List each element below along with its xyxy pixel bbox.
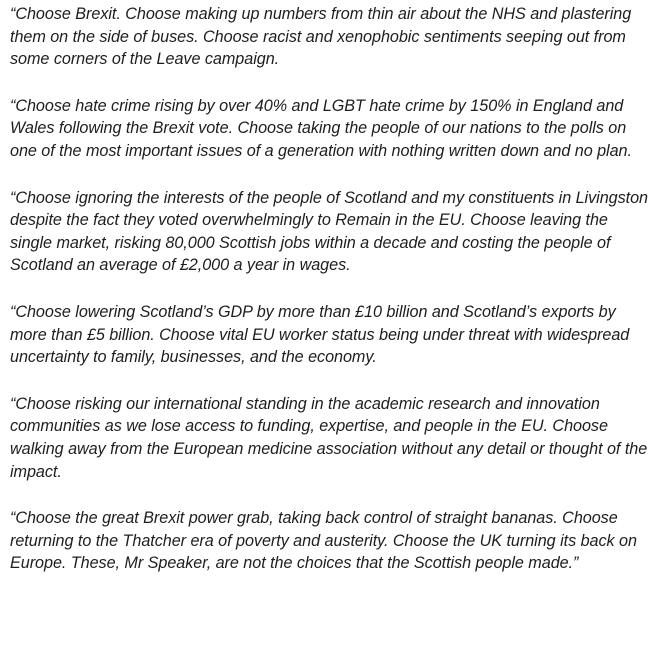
quote-paragraph-1: “Choose Brexit. Choose making up numbers from thin air about the NHS and plastering them on the side of buses. Choose racist and xenophobic sentiments seeping out from some corners of the Leave campaign. (10, 5, 632, 69)
quote-paragraph-2: “Choose hate crime rising by over 40% and LGBT hate crime by 150% in England and Wales following the Brexit vote. Choose taking the people of our nations to the polls on one of the most important issues of a generation with nothing written down and no plan. (10, 96, 632, 160)
quote-paragraph-4: “Choose lowering Scotland’s GDP by more than £10 billion and Scotland’s exports by more than £5 billion. Choose vital EU worker status being under threat with widespread uncertainty to family, businesses, and the economy. (10, 302, 630, 367)
quote-paragraph-5: “Choose risking our international standing in the academic research and innovation communities as we lose access to funding, expertise, and people in the EU. Choose walking away from the European medicine association without any detail or thought of the impact. (10, 394, 648, 481)
quote-document (10, 0, 652, 575)
quote-paragraph-6: “Choose the great Brexit power grab, taking back control of straight bananas. Choose returning to the Thatcher era of poverty and austerity. Choose the UK turning its back on Europe. These, Mr Speaker, are not the choices that the Scottish people made.” (10, 509, 637, 573)
quote-paragraph-3: “Choose ignoring the interests of the people of Scotland and my constituents in Livingston despite the fact they voted overwhelmingly to Remain in the EU. Choose leaving the single market, risking 80,000 Scottish jobs within a decade and costing the people of Scotland an average of £2,000 a year in wages. (10, 188, 648, 275)
